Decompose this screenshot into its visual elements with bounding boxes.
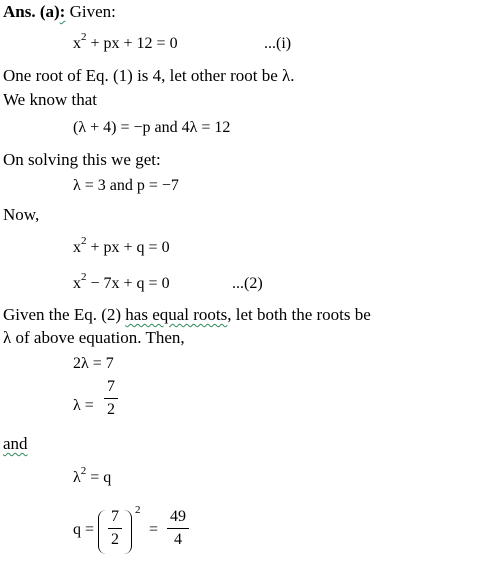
answer-colon: : bbox=[59, 2, 66, 21]
equation-9-lhs: q = bbox=[73, 521, 95, 538]
eq4-var: x bbox=[73, 239, 81, 256]
equation-6: 2λ = 7 bbox=[73, 355, 114, 372]
eq9-exponent: 2 bbox=[135, 504, 141, 516]
and-word: and bbox=[3, 434, 28, 453]
eq8-var: λ bbox=[73, 469, 81, 486]
paragraph-equal-roots bbox=[3, 305, 371, 325]
equation-4 bbox=[73, 234, 170, 258]
eq5-var: x bbox=[73, 275, 81, 292]
equation-8 bbox=[73, 464, 112, 488]
eq7-fraction-bar bbox=[104, 398, 118, 399]
left-paren bbox=[98, 510, 106, 554]
eq8-exponent: 2 bbox=[80, 464, 87, 477]
answer-header bbox=[3, 2, 116, 22]
equation-5 bbox=[73, 270, 170, 294]
eq9-result-numerator: 49 bbox=[170, 508, 186, 525]
equal-roots-underlined: has equal roots bbox=[125, 305, 228, 324]
paragraph-now: Now, bbox=[3, 205, 40, 224]
eq1-var: x bbox=[73, 35, 81, 52]
eq4-exponent: 2 bbox=[81, 234, 87, 247]
eq9-numerator: 7 bbox=[111, 508, 119, 525]
answer-label: Ans. (a) bbox=[3, 2, 60, 21]
eq5-exponent: 2 bbox=[81, 270, 87, 283]
equation-5-ref: ...(2) bbox=[232, 275, 263, 292]
eq9-result-bar bbox=[167, 528, 189, 529]
equal-roots-before: Given the Eq. (2) bbox=[3, 305, 126, 324]
paragraph-one-root: One root of Eq. (1) is 4, let other root be λ. bbox=[3, 66, 295, 85]
eq9-denominator: 2 bbox=[111, 531, 119, 548]
equation-2: (λ + 4) = −p and 4λ = 12 bbox=[73, 119, 231, 136]
eq1-exponent: 2 bbox=[81, 30, 87, 43]
equation-7-lhs: λ = bbox=[73, 397, 94, 414]
eq5-rhs: − 7x + q = 0 bbox=[86, 275, 170, 292]
eq7-denominator: 2 bbox=[107, 401, 115, 418]
equation-1-ref: ...(i) bbox=[264, 35, 292, 52]
paragraph-on-solving: On solving this we get: bbox=[3, 150, 161, 169]
equation-3: λ = 3 and p = −7 bbox=[73, 177, 179, 194]
equation-9-fraction bbox=[108, 508, 122, 549]
eq9-result-denominator: 4 bbox=[174, 531, 182, 548]
eq1-rhs: + px + 12 = 0 bbox=[86, 35, 178, 52]
equation-7-fraction bbox=[104, 378, 118, 419]
right-paren bbox=[124, 510, 132, 554]
eq4-rhs: + px + q = 0 bbox=[86, 239, 170, 256]
equation-1 bbox=[73, 30, 178, 54]
answer-given: Given: bbox=[65, 2, 116, 21]
paragraph-we-know: We know that bbox=[3, 90, 97, 109]
paragraph-above-equation: λ of above equation. Then, bbox=[3, 328, 185, 347]
equation-9-result bbox=[167, 508, 189, 549]
eq8-rhs: = q bbox=[86, 469, 112, 486]
equal-roots-after: , let both the roots be bbox=[227, 305, 371, 324]
eq9-equals: = bbox=[149, 521, 159, 538]
eq7-numerator: 7 bbox=[107, 378, 115, 395]
eq9-fraction-bar bbox=[108, 528, 122, 529]
paragraph-and bbox=[3, 434, 28, 454]
